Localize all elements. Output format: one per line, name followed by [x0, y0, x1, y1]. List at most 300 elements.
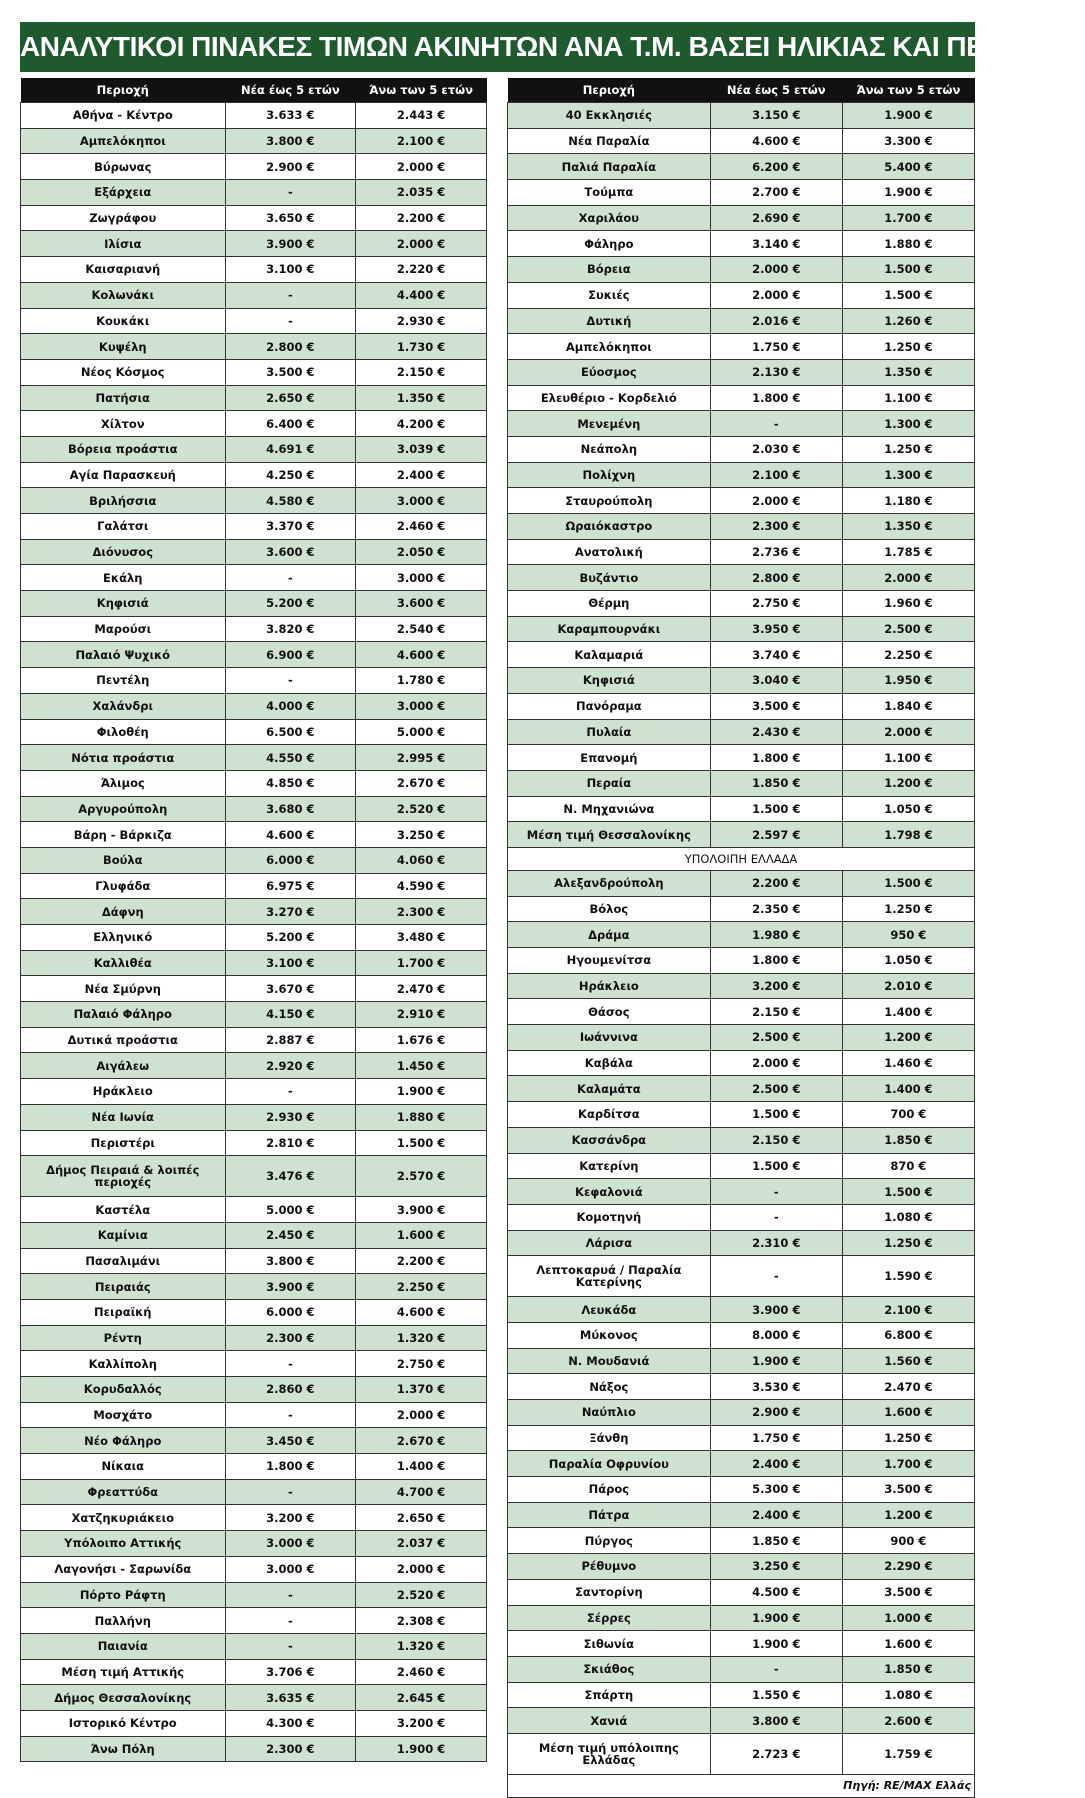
cell-area: Βυζάντιο: [508, 565, 711, 591]
cell-area: Πολίχνη: [508, 462, 711, 488]
cell-price-new: 2.400 €: [710, 1451, 842, 1477]
cell-price-new: 3.800 €: [710, 1708, 842, 1734]
table-row: [21, 925, 487, 951]
cell-area: Διόνυσος: [21, 539, 226, 565]
cell-price-new: 3.670 €: [225, 976, 356, 1002]
cell-area: Σιθωνία: [508, 1631, 711, 1657]
table-row: [508, 1230, 975, 1256]
cell-area: Ελευθέριο - Κορδελιό: [508, 385, 711, 411]
table-row: [21, 1377, 487, 1403]
cell-price-old: 3.000 €: [356, 488, 487, 514]
cell-price-new: 2.450 €: [225, 1222, 356, 1248]
cell-price-new: 2.736 €: [710, 539, 842, 565]
table-row: [508, 1050, 975, 1076]
cell-price-new: 3.200 €: [225, 1505, 356, 1531]
cell-price-old: 2.650 €: [356, 1505, 487, 1531]
cell-area: Μέση τιμή Θεσσαλονίκης: [508, 822, 711, 848]
cell-price-old: 1.900 €: [842, 103, 974, 129]
cell-price-new: 3.040 €: [710, 668, 842, 694]
cell-price-old: 1.880 €: [356, 1104, 487, 1130]
cell-price-old: 1.250 €: [842, 1425, 974, 1451]
section-label: ΥΠΟΛΟΙΠΗ ΕΛΛΑΔΑ: [508, 847, 975, 870]
cell-price-old: 4.200 €: [356, 411, 487, 437]
table-row: [21, 1659, 487, 1685]
table-row: [21, 1274, 487, 1300]
cell-price-old: 2.037 €: [356, 1531, 487, 1557]
table-row: [21, 616, 487, 642]
cell-price-old: 1.300 €: [842, 411, 974, 437]
cell-area: Πασαλιμάνι: [21, 1248, 226, 1274]
cell-price-old: 700 €: [842, 1102, 974, 1128]
cell-price-old: 2.520 €: [356, 1582, 487, 1608]
cell-area: Καλαμάτα: [508, 1076, 711, 1102]
cell-area: Νέος Κόσμος: [21, 359, 226, 385]
cell-area: Παραλία Οφρυνίου: [508, 1451, 711, 1477]
cell-area: Υπόλοιπο Αττικής: [21, 1531, 226, 1557]
table-row: [21, 462, 487, 488]
table-row: [508, 1502, 975, 1528]
cell-price-new: 1.900 €: [710, 1605, 842, 1631]
table-row: [21, 359, 487, 385]
table-row: [508, 1451, 975, 1477]
table-row: [21, 873, 487, 899]
table-row: [21, 976, 487, 1002]
cell-price-new: 6.900 €: [225, 642, 356, 668]
cell-price-old: 1.500 €: [356, 1130, 487, 1156]
cell-price-old: 2.035 €: [356, 180, 487, 206]
table-row: [21, 745, 487, 771]
cell-price-new: -: [710, 1179, 842, 1205]
cell-price-old: 2.400 €: [356, 462, 487, 488]
cell-price-old: 1.080 €: [842, 1204, 974, 1230]
cell-area: Κορυδαλλός: [21, 1377, 226, 1403]
cell-price-new: 2.800 €: [710, 565, 842, 591]
cell-area: Βόλος: [508, 896, 711, 922]
cell-area: Εκάλη: [21, 565, 226, 591]
cell-price-old: 1.260 €: [842, 308, 974, 334]
cell-price-new: -: [225, 282, 356, 308]
cell-price-old: 2.520 €: [356, 796, 487, 822]
table-row: [508, 308, 975, 334]
table-row: [508, 693, 975, 719]
cell-area: Ξάνθη: [508, 1425, 711, 1451]
table-row: [508, 591, 975, 617]
cell-area: Δυτική: [508, 308, 711, 334]
cell-price-old: 1.000 €: [842, 1605, 974, 1631]
cell-area: Αμπελόκηποι: [21, 128, 226, 154]
cell-price-new: 3.800 €: [225, 128, 356, 154]
cell-price-old: 2.460 €: [356, 514, 487, 540]
cell-price-old: 4.600 €: [356, 1299, 487, 1325]
cell-area: Νάξος: [508, 1374, 711, 1400]
table-row: [21, 1197, 487, 1223]
cell-price-new: 2.900 €: [710, 1400, 842, 1426]
cell-price-old: 1.200 €: [842, 1502, 974, 1528]
cell-price-new: 2.200 €: [710, 870, 842, 896]
cell-price-new: 3.900 €: [225, 1274, 356, 1300]
cell-area: Δήμος Πειραιά & λοιπές περιοχές: [21, 1156, 226, 1197]
cell-area: Παλαιό Φάληρο: [21, 1002, 226, 1028]
cell-area: Πυλαία: [508, 719, 711, 745]
cell-area: Πειραιάς: [21, 1274, 226, 1300]
table-row: [508, 1179, 975, 1205]
cell-price-old: 2.300 €: [356, 899, 487, 925]
cell-area: Φάληρο: [508, 231, 711, 257]
cell-price-new: 2.000 €: [710, 257, 842, 283]
table-row: [21, 488, 487, 514]
cell-area: Χαλάνδρι: [21, 693, 226, 719]
cell-price-new: 1.800 €: [710, 948, 842, 974]
cell-price-old: 1.320 €: [356, 1325, 487, 1351]
cell-price-old: 2.460 €: [356, 1659, 487, 1685]
cell-area: Φρεαττύδα: [21, 1479, 226, 1505]
cell-price-old: 1.700 €: [356, 950, 487, 976]
cell-price-old: 1.676 €: [356, 1027, 487, 1053]
cell-area: Παιανία: [21, 1633, 226, 1659]
cell-price-old: 1.900 €: [356, 1736, 487, 1762]
table-row: [508, 1153, 975, 1179]
cell-price-new: 4.000 €: [225, 693, 356, 719]
cell-area: Βόρεια: [508, 257, 711, 283]
cell-price-new: -: [225, 308, 356, 334]
cell-price-new: 4.500 €: [710, 1579, 842, 1605]
cell-price-new: 2.000 €: [710, 1050, 842, 1076]
cell-area: Σκιάθος: [508, 1656, 711, 1682]
left-table-column: [20, 78, 487, 1762]
cell-price-new: 5.200 €: [225, 591, 356, 617]
table-row: [508, 514, 975, 540]
table-row: [21, 1402, 487, 1428]
cell-area: Λευκάδα: [508, 1297, 711, 1323]
cell-area: Κατερίνη: [508, 1153, 711, 1179]
cell-price-old: 1.500 €: [842, 870, 974, 896]
cell-price-old: 1.250 €: [842, 334, 974, 360]
cell-area: Τούμπα: [508, 180, 711, 206]
cell-price-old: 2.470 €: [356, 976, 487, 1002]
table-row: [21, 1027, 487, 1053]
table-row: [508, 180, 975, 206]
cell-price-old: 4.700 €: [356, 1479, 487, 1505]
table-row: [508, 257, 975, 283]
cell-price-old: 2.220 €: [356, 257, 487, 283]
cell-area: Λεπτοκαρυά / Παραλία Κατερίνης: [508, 1256, 711, 1297]
cell-price-new: 1.550 €: [710, 1682, 842, 1708]
cell-price-new: 2.400 €: [710, 1502, 842, 1528]
header-new: Νέα έως 5 ετών: [710, 78, 842, 103]
cell-price-old: 1.460 €: [842, 1050, 974, 1076]
right-table-column: [507, 78, 975, 1798]
table-row: [508, 1297, 975, 1323]
cell-area: Πάρος: [508, 1477, 711, 1503]
cell-price-old: 2.600 €: [842, 1708, 974, 1734]
cell-area: Καστέλα: [21, 1197, 226, 1223]
cell-area: Νέο Φάληρο: [21, 1428, 226, 1454]
cell-price-new: 2.860 €: [225, 1377, 356, 1403]
cell-price-new: 3.000 €: [225, 1531, 356, 1557]
cell-price-old: 2.000 €: [356, 154, 487, 180]
cell-price-new: 2.900 €: [225, 154, 356, 180]
table-row: [21, 231, 487, 257]
cell-price-old: 1.700 €: [842, 1451, 974, 1477]
cell-price-old: 6.800 €: [842, 1322, 974, 1348]
cell-price-old: 2.150 €: [356, 359, 487, 385]
cell-price-old: 2.930 €: [356, 308, 487, 334]
table-row: [21, 1479, 487, 1505]
cell-price-new: 2.150 €: [710, 1127, 842, 1153]
cell-price-old: 3.500 €: [842, 1579, 974, 1605]
cell-price-new: 3.000 €: [225, 1556, 356, 1582]
cell-price-old: 2.290 €: [842, 1554, 974, 1580]
cell-price-new: -: [225, 1351, 356, 1377]
section-header-row: [508, 847, 975, 870]
cell-price-old: 1.700 €: [842, 205, 974, 231]
cell-price-new: 2.030 €: [710, 436, 842, 462]
cell-area: Δυτικά προάστια: [21, 1027, 226, 1053]
cell-price-new: 3.140 €: [710, 231, 842, 257]
cell-price-old: 1.780 €: [356, 668, 487, 694]
cell-area: Παλαιό Ψυχικό: [21, 642, 226, 668]
table-row: [508, 231, 975, 257]
cell-price-old: 5.000 €: [356, 719, 487, 745]
cell-area: Βούλα: [21, 847, 226, 873]
cell-area: Αθήνα - Κέντρο: [21, 103, 226, 129]
table-row: [508, 1425, 975, 1451]
cell-area: Σέρρες: [508, 1605, 711, 1631]
table-row: [21, 796, 487, 822]
cell-area: Καβάλα: [508, 1050, 711, 1076]
cell-price-new: 3.900 €: [710, 1297, 842, 1323]
table-row: [21, 514, 487, 540]
cell-price-old: 4.400 €: [356, 282, 487, 308]
table-row: [21, 436, 487, 462]
cell-price-old: 2.000 €: [842, 565, 974, 591]
table-row: [21, 334, 487, 360]
cell-price-new: -: [225, 1479, 356, 1505]
table-row: [508, 488, 975, 514]
cell-price-old: 2.000 €: [356, 1402, 487, 1428]
cell-price-old: 1.050 €: [842, 948, 974, 974]
cell-price-old: 1.300 €: [842, 462, 974, 488]
cell-area: Ζωγράφου: [21, 205, 226, 231]
table-row: [508, 1025, 975, 1051]
cell-price-new: -: [225, 1582, 356, 1608]
cell-price-new: 1.800 €: [225, 1454, 356, 1480]
table-row: [508, 1708, 975, 1734]
cell-area: Ιστορικό Κέντρο: [21, 1710, 226, 1736]
table-row: [508, 359, 975, 385]
cell-price-old: 2.470 €: [842, 1374, 974, 1400]
cell-area: Νέα Ιωνία: [21, 1104, 226, 1130]
table-row: [21, 1685, 487, 1711]
cell-price-old: 1.350 €: [842, 359, 974, 385]
table-row: [508, 1256, 975, 1297]
cell-area: Χίλτον: [21, 411, 226, 437]
table-header-row: [21, 78, 487, 103]
cell-price-old: 3.500 €: [842, 1477, 974, 1503]
cell-price-new: 2.000 €: [710, 488, 842, 514]
cell-price-new: 4.850 €: [225, 770, 356, 796]
cell-price-old: 3.480 €: [356, 925, 487, 951]
table-row: [21, 257, 487, 283]
cell-price-new: 3.150 €: [710, 103, 842, 129]
cell-price-old: 2.000 €: [356, 231, 487, 257]
cell-area: Κηφισιά: [508, 668, 711, 694]
cell-area: Μενεμένη: [508, 411, 711, 437]
header-old: Άνω των 5 ετών: [356, 78, 487, 103]
cell-price-old: 2.995 €: [356, 745, 487, 771]
cell-price-old: 2.100 €: [842, 1297, 974, 1323]
cell-price-old: 2.645 €: [356, 1685, 487, 1711]
cell-area: Νέα Παραλία: [508, 128, 711, 154]
cell-price-new: 3.270 €: [225, 899, 356, 925]
cell-area: Νεάπολη: [508, 436, 711, 462]
cell-price-old: 2.100 €: [356, 128, 487, 154]
cell-area: Καμίνια: [21, 1222, 226, 1248]
cell-price-new: 4.580 €: [225, 488, 356, 514]
cell-price-new: 4.150 €: [225, 1002, 356, 1028]
table-row: [21, 411, 487, 437]
cell-price-old: 3.200 €: [356, 1710, 487, 1736]
table-row: [508, 1204, 975, 1230]
cell-price-old: 2.750 €: [356, 1351, 487, 1377]
cell-area: Πύργος: [508, 1528, 711, 1554]
cell-price-old: 2.200 €: [356, 1248, 487, 1274]
cell-area: Μέση τιμή Αττικής: [21, 1659, 226, 1685]
table-row: [21, 1351, 487, 1377]
cell-price-new: 3.530 €: [710, 1374, 842, 1400]
cell-area: Ηράκλειο: [508, 973, 711, 999]
header-new: Νέα έως 5 ετών: [225, 78, 356, 103]
table-row: [508, 1733, 975, 1774]
cell-price-new: -: [710, 1256, 842, 1297]
cell-area: Ελληνικό: [21, 925, 226, 951]
cell-price-new: 2.430 €: [710, 719, 842, 745]
page-title: ΑΝΑΛΥΤΙΚΟΙ ΠΙΝΑΚΕΣ ΤΙΜΩΝ ΑΚΙΝΗΤΩΝ ΑΝΑ Τ.Μ. ΒΑΣΕΙ ΗΛΙΚΙΑΣ ΚΑΙ ΠΕΡΙΟΧΗΣ: [20, 22, 975, 72]
table-row: [508, 1631, 975, 1657]
cell-price-new: 2.300 €: [225, 1736, 356, 1762]
cell-price-old: 1.450 €: [356, 1053, 487, 1079]
cell-price-new: 3.800 €: [225, 1248, 356, 1274]
cell-price-new: 2.150 €: [710, 999, 842, 1025]
cell-price-new: 3.900 €: [225, 231, 356, 257]
cell-area: Κασσάνδρα: [508, 1127, 711, 1153]
table-row: [508, 668, 975, 694]
cell-area: Περαία: [508, 770, 711, 796]
cell-price-new: 2.887 €: [225, 1027, 356, 1053]
cell-price-old: 2.010 €: [842, 973, 974, 999]
cell-area: Κηφισιά: [21, 591, 226, 617]
cell-price-old: 1.500 €: [842, 1179, 974, 1205]
cell-price-old: 1.600 €: [842, 1400, 974, 1426]
cell-area: Ρέντη: [21, 1325, 226, 1351]
cell-area: Παλιά Παραλία: [508, 154, 711, 180]
table-row: [508, 1656, 975, 1682]
cell-price-new: 3.650 €: [225, 205, 356, 231]
table-row: [508, 1127, 975, 1153]
cell-area: Κολωνάκι: [21, 282, 226, 308]
table-row: [21, 847, 487, 873]
table-row: [508, 1374, 975, 1400]
cell-price-new: 2.016 €: [710, 308, 842, 334]
cell-price-new: 3.476 €: [225, 1156, 356, 1197]
cell-area: Δήμος Θεσσαλονίκης: [21, 1685, 226, 1711]
cell-area: Ηγουμενίτσα: [508, 948, 711, 974]
cell-price-new: 2.750 €: [710, 591, 842, 617]
cell-area: Ρέθυμνο: [508, 1554, 711, 1580]
cell-area: Πάτρα: [508, 1502, 711, 1528]
cell-price-old: 1.400 €: [356, 1454, 487, 1480]
cell-price-new: 4.550 €: [225, 745, 356, 771]
cell-area: Ωραιόκαστρο: [508, 514, 711, 540]
table-row: [21, 591, 487, 617]
table-row: [21, 899, 487, 925]
cell-area: Μαρούσι: [21, 616, 226, 642]
cell-area: Επανομή: [508, 745, 711, 771]
cell-price-old: 3.039 €: [356, 436, 487, 462]
cell-area: Ιωάννινα: [508, 1025, 711, 1051]
cell-area: Μοσχάτο: [21, 1402, 226, 1428]
cell-price-new: 3.680 €: [225, 796, 356, 822]
table-row: [21, 1222, 487, 1248]
table-row: [508, 1477, 975, 1503]
cell-price-new: -: [225, 565, 356, 591]
cell-price-new: 4.600 €: [710, 128, 842, 154]
cell-area: Βόρεια προάστια: [21, 436, 226, 462]
table-row: [21, 154, 487, 180]
table-row: [508, 770, 975, 796]
cell-area: Παλλήνη: [21, 1608, 226, 1634]
cell-price-old: 2.200 €: [356, 205, 487, 231]
table-row: [21, 950, 487, 976]
cell-price-new: -: [225, 1633, 356, 1659]
cell-area: Βύρωνας: [21, 154, 226, 180]
cell-price-old: 1.400 €: [842, 999, 974, 1025]
cell-price-new: 3.635 €: [225, 1685, 356, 1711]
cell-price-new: 2.700 €: [710, 180, 842, 206]
table-row: [508, 1605, 975, 1631]
source-credit: Πηγή: RE/MAX Ελλάς: [508, 1774, 975, 1797]
cell-area: Ν. Μουδανιά: [508, 1348, 711, 1374]
cell-price-new: 6.975 €: [225, 873, 356, 899]
cell-price-new: 1.500 €: [710, 796, 842, 822]
table-row: [508, 870, 975, 896]
left-table-body: [21, 103, 487, 1762]
cell-price-old: 2.500 €: [842, 616, 974, 642]
cell-price-new: 2.500 €: [710, 1076, 842, 1102]
cell-price-old: 1.880 €: [842, 231, 974, 257]
cell-price-new: -: [710, 411, 842, 437]
table-row: [508, 1400, 975, 1426]
cell-area: Φιλοθέη: [21, 719, 226, 745]
cell-price-new: 3.820 €: [225, 616, 356, 642]
cell-area: Νότια προάστια: [21, 745, 226, 771]
cell-price-old: 1.600 €: [356, 1222, 487, 1248]
cell-price-new: 4.300 €: [225, 1710, 356, 1736]
cell-price-old: 2.910 €: [356, 1002, 487, 1028]
cell-price-new: 2.810 €: [225, 1130, 356, 1156]
cell-price-new: 3.450 €: [225, 1428, 356, 1454]
table-row: [508, 1102, 975, 1128]
cell-price-old: 1.785 €: [842, 539, 974, 565]
cell-price-new: 2.000 €: [710, 282, 842, 308]
table-row: [508, 642, 975, 668]
cell-price-new: -: [225, 1402, 356, 1428]
cell-price-new: 2.690 €: [710, 205, 842, 231]
cell-price-new: 4.691 €: [225, 436, 356, 462]
cell-area: Μέση τιμή υπόλοιπης Ελλάδας: [508, 1733, 711, 1774]
cell-price-old: 1.350 €: [842, 514, 974, 540]
table-row: [508, 1528, 975, 1554]
